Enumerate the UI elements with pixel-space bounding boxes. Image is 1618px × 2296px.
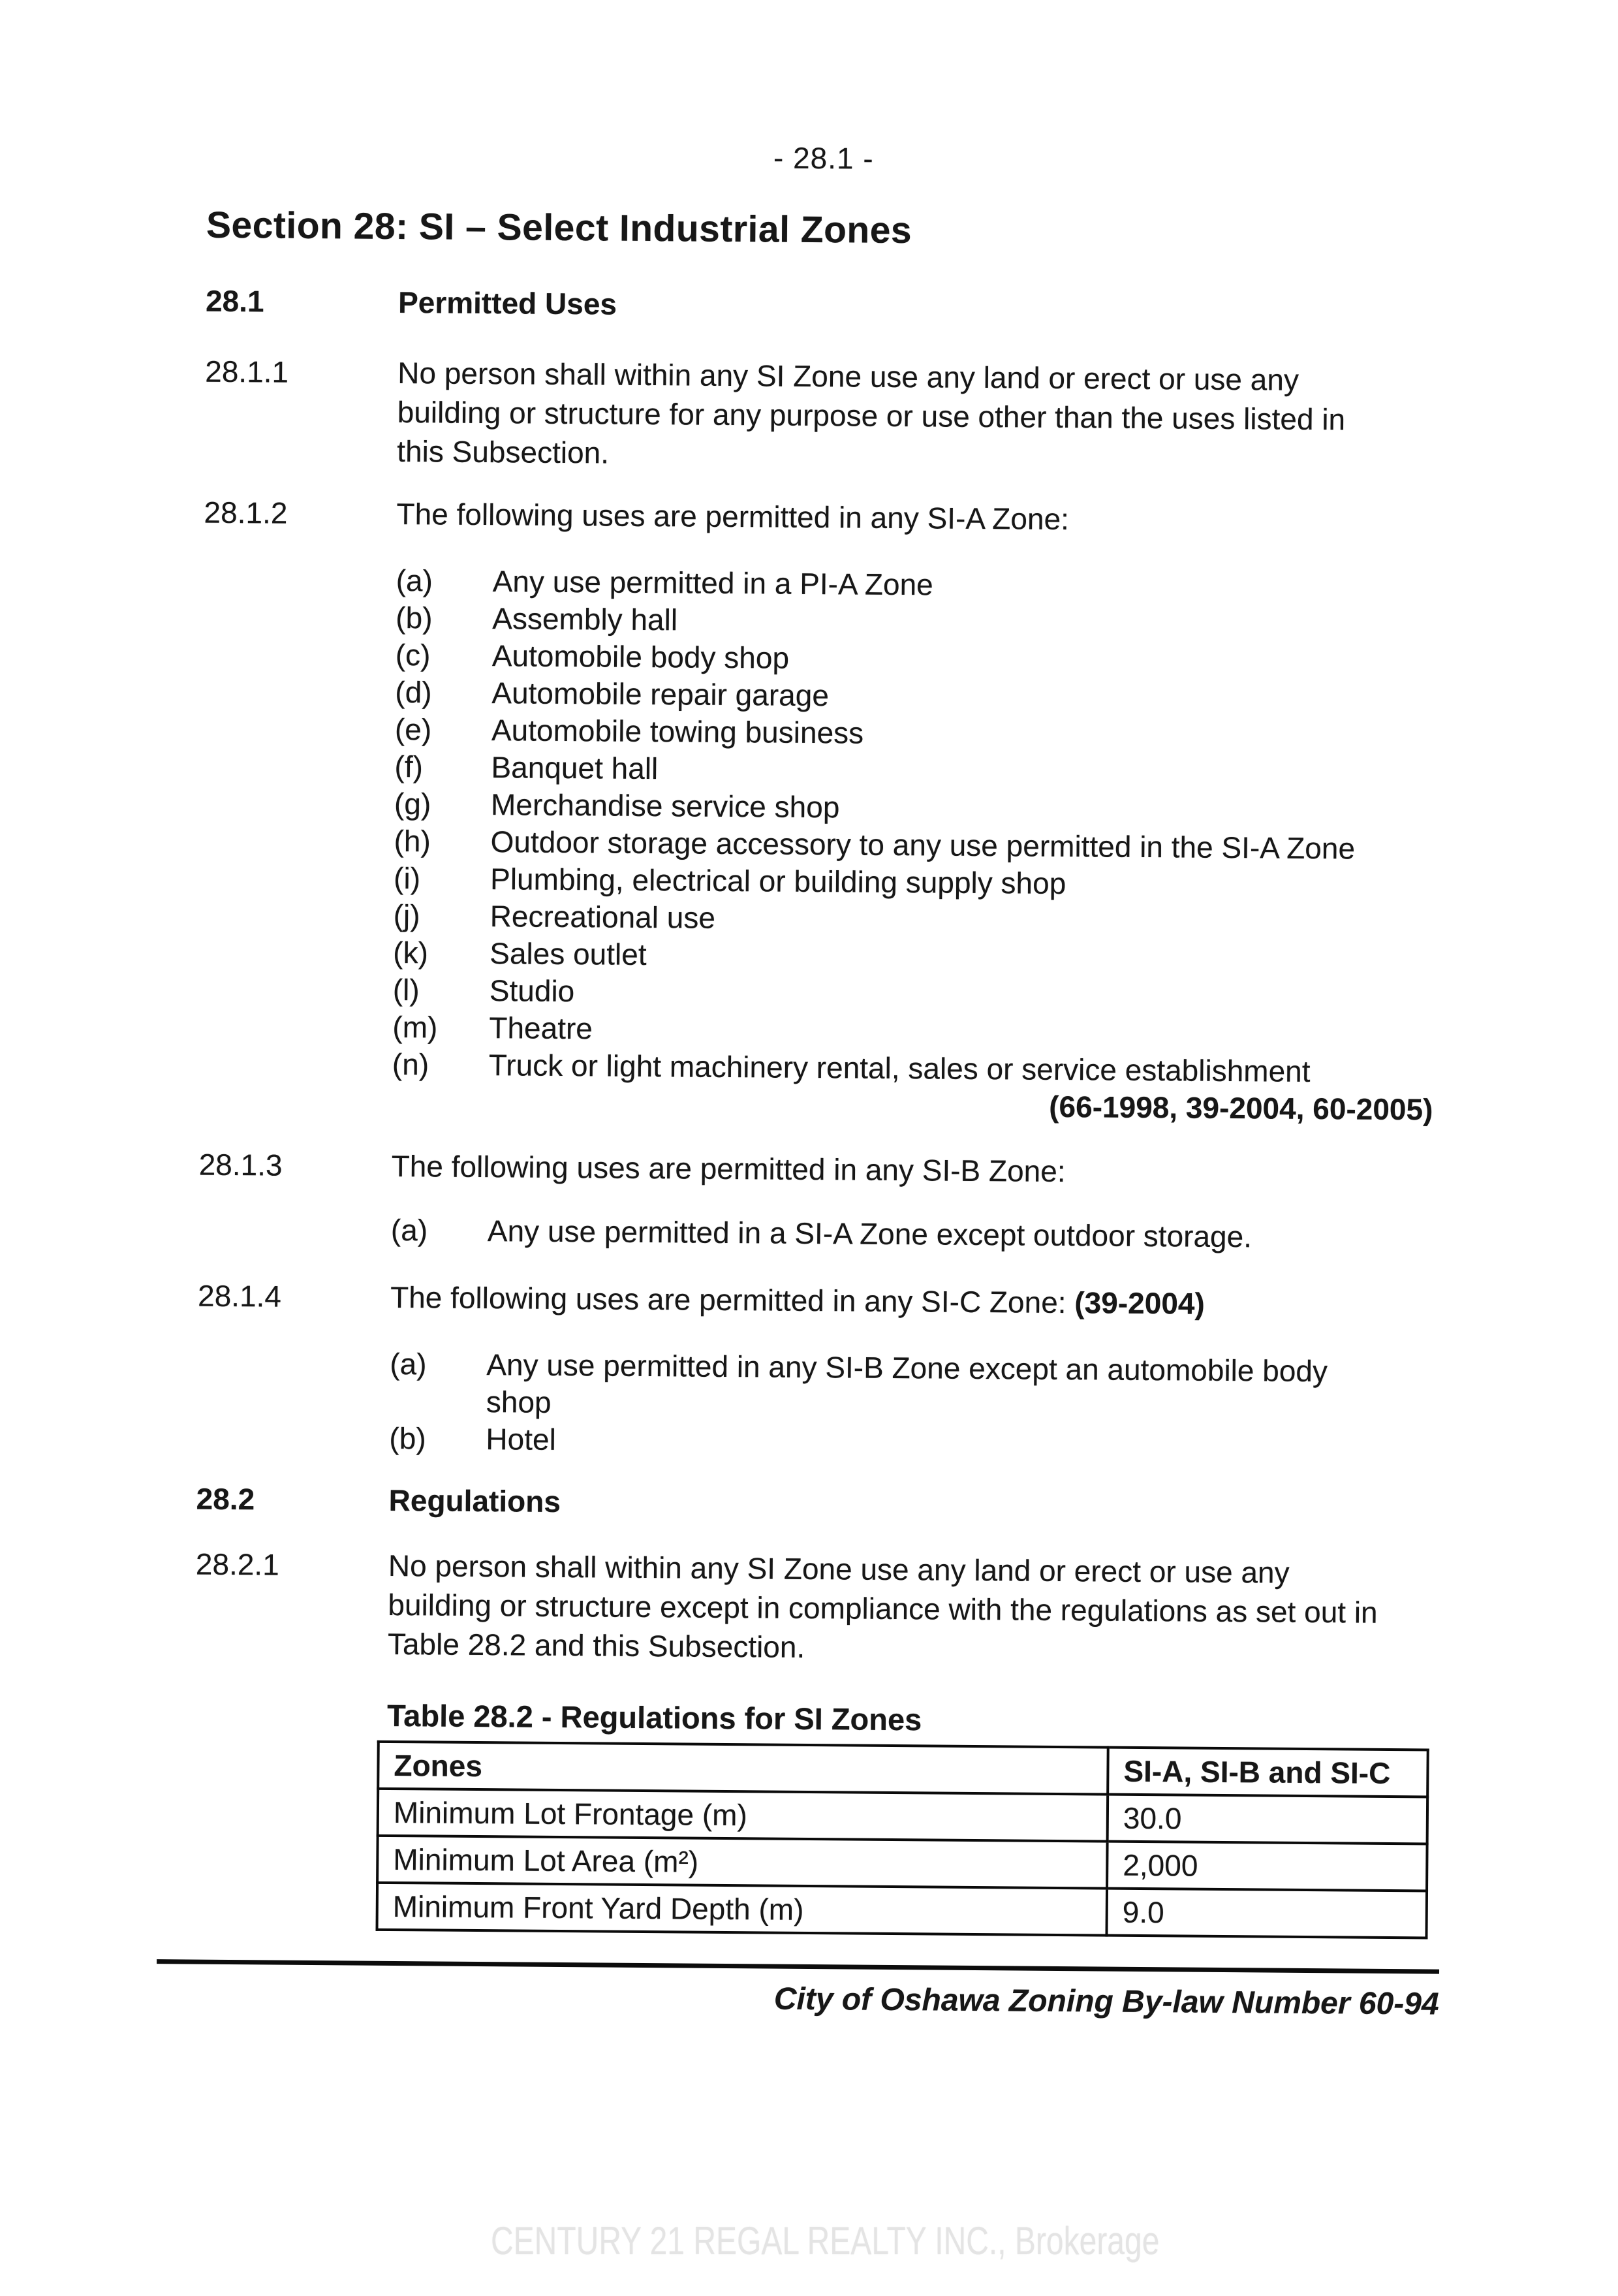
footer-divider — [157, 1959, 1439, 1974]
list-item-label: (n) — [392, 1046, 429, 1082]
clause-28-1-2 — [204, 493, 1437, 542]
table-cell-value: 30.0 — [1108, 1795, 1428, 1844]
list-item-text: Automobile repair garage — [491, 676, 830, 713]
list-item-text: Studio — [489, 973, 575, 1009]
list-item-label: (j) — [393, 898, 420, 933]
list-item-label: (a) — [390, 1346, 427, 1381]
brokerage-watermark: CENTURY 21 REGAL REALTY INC., Brokerage — [491, 2219, 1160, 2263]
permitted-uses-list-si-a — [392, 562, 1437, 1092]
permitted-uses-list-si-c — [389, 1345, 1431, 1466]
clause-number: 28.1 — [205, 283, 264, 319]
subsection-heading: Regulations — [388, 1483, 561, 1519]
list-item-text: Recreational use — [490, 899, 716, 935]
list-item-text: Outdoor storage accessory to any use permitted in the SI-A Zone — [490, 825, 1356, 866]
list-item-text: Sales outlet — [490, 936, 647, 972]
list-item-text: Any use permitted in a PI-A Zone — [492, 564, 933, 602]
list-item-label: (i) — [393, 860, 421, 896]
table-row — [377, 1883, 1427, 1938]
clause-number: 28.1.3 — [198, 1147, 283, 1182]
list-item — [390, 1345, 1431, 1428]
list-item-text: Automobile towing business — [491, 713, 864, 750]
amendment-note: (66-1998, 39-2004, 60-2005) — [1049, 1089, 1433, 1127]
subsection-28-1 — [206, 281, 1439, 330]
table-header-values: SI-A, SI-B and SI-C — [1108, 1748, 1428, 1797]
table-cell-value: 9.0 — [1106, 1889, 1427, 1938]
list-item-label: (b) — [389, 1421, 426, 1456]
page-number: - 28.1 - — [773, 140, 874, 176]
clause-number: 28.1.1 — [205, 354, 289, 389]
regulations-table — [375, 1740, 1429, 1940]
table-header-zones: Zones — [378, 1742, 1108, 1795]
clause-text: The following uses are permitted in any SI-A Zone: — [396, 497, 1070, 537]
clause-text: No person shall within any SI Zone use any land or erect or use any building or structure for any purpose or use other than the uses listed in this Subsection. — [397, 356, 1346, 470]
permitted-uses-list-si-b — [391, 1212, 1432, 1257]
list-item-text: Theatre — [489, 1011, 593, 1046]
table-row — [377, 1836, 1427, 1891]
list-item — [391, 1212, 1432, 1257]
table-cell-label: Minimum Front Yard Depth (m) — [377, 1883, 1108, 1936]
list-item-text: Truck or light machinery rental, sales or service establishment — [488, 1048, 1311, 1089]
amendment-note: (39-2004) — [1074, 1285, 1206, 1321]
list-item-label: (h) — [394, 823, 431, 858]
clause-intro: The following uses are permitted in any SI-C Zone: — [390, 1280, 1066, 1320]
list-item — [389, 1420, 1430, 1466]
list-item-text: Assembly hall — [492, 601, 678, 637]
list-item-label: (m) — [392, 1009, 438, 1045]
list-item-text: Any use permitted in a SI-A Zone except outdoor storage. — [487, 1214, 1252, 1254]
list-item-text: Plumbing, electrical or building supply shop — [490, 862, 1066, 901]
clause-28-1-1 — [204, 352, 1439, 479]
list-item-text: Banquet hall — [491, 750, 659, 786]
table-cell-label: Minimum Lot Area (m²) — [377, 1836, 1108, 1889]
page-content — [192, 0, 1441, 2024]
list-item-label: (a) — [390, 1212, 428, 1248]
section-title: Section 28: SI – Select Industrial Zones — [206, 204, 912, 252]
list-item-label: (a) — [396, 563, 433, 598]
clause-text — [390, 1278, 1431, 1325]
list-item-label: (e) — [394, 712, 432, 747]
table-header-row — [378, 1742, 1428, 1797]
subsection-heading: Permitted Uses — [397, 285, 617, 321]
list-item-text: Automobile body shop — [491, 638, 790, 675]
table-cell-label: Minimum Lot Frontage (m) — [378, 1789, 1108, 1842]
list-item-label: (g) — [394, 786, 431, 821]
clause-number: 28.2.1 — [195, 1547, 280, 1582]
list-item-label: (b) — [396, 600, 433, 635]
clause-28-1-3 — [198, 1145, 1432, 1194]
list-item-label: (k) — [393, 935, 429, 970]
table-row — [378, 1789, 1428, 1844]
table-cell-value: 2,000 — [1107, 1842, 1427, 1891]
list-item-label: (d) — [395, 674, 432, 710]
clause-number: 28.1.2 — [204, 495, 288, 530]
clause-text: No person shall within any SI Zone use any land or erect or use any building or structure except in compliance with the regulations as set out in Table 28.2 and this Subsection. — [387, 1548, 1378, 1664]
clause-text: The following uses are permitted in any SI-B Zone: — [391, 1148, 1066, 1189]
list-item-text: Hotel — [486, 1422, 557, 1456]
list-item-text: Merchandise service shop — [490, 787, 840, 825]
list-item-label: (c) — [395, 637, 431, 672]
clause-28-1-4 — [198, 1276, 1431, 1325]
list-item-label: (f) — [394, 749, 424, 784]
list-item-label: (l) — [392, 972, 420, 1007]
list-item-text: Any use permitted in any SI-B Zone except an automobile body shop — [486, 1347, 1328, 1419]
table-title: Table 28.2 - Regulations for SI Zones — [386, 1697, 922, 1737]
subsection-28-2 — [196, 1479, 1429, 1528]
footer-text: City of Oshawa Zoning By-law Number 60-94 — [773, 1981, 1439, 2022]
clause-28-2-1 — [195, 1545, 1429, 1672]
clause-number: 28.2 — [196, 1481, 255, 1517]
clause-number: 28.1.4 — [197, 1278, 282, 1313]
